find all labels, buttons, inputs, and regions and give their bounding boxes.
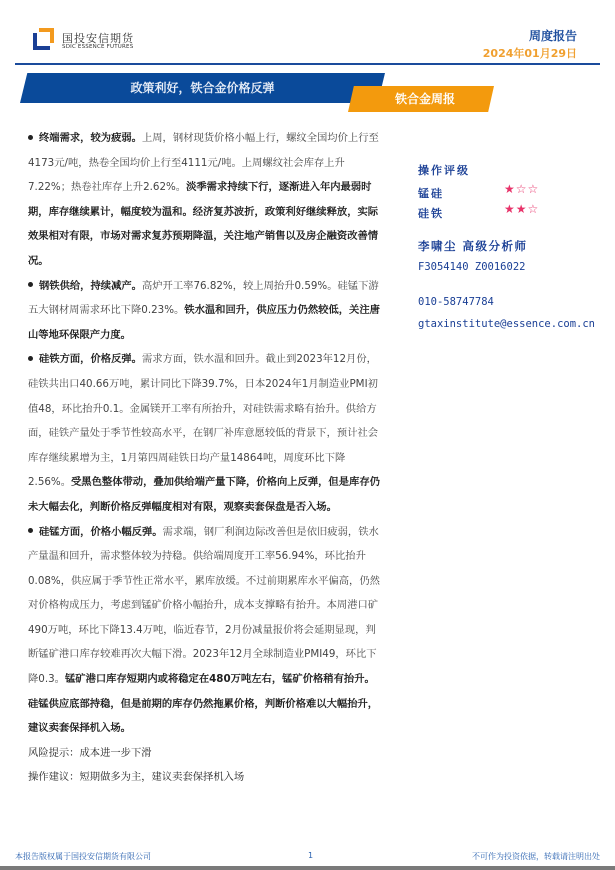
report-body [28, 126, 381, 790]
bullet-icon [28, 282, 33, 287]
header-divider [15, 63, 600, 65]
report-series-tag: 铁合金周报 [394, 92, 455, 106]
rating-row-ferrosilicon [418, 202, 608, 222]
bullet-icon [28, 528, 33, 533]
section-emphasis: 淡季需求持续下行，逐渐进入年内最弱时期，库存继续累计，幅度较为温和。经济复苏波折，政策利好继续释放，实际效果相对有限，市场对需求复苏预期降温，关注地产销售以及房企融资改善情况。 [28, 181, 379, 267]
report-header [0, 0, 615, 62]
trade-advice: 操作建议：短期做多为主，建议卖套保择机入场 [28, 771, 245, 784]
section-emphasis: 受黑色整体带动，叠加供给端产量下降，价格向上反弹，但是库存仍未大幅去化，判断价格反弹幅度相对有限，观察卖套保盘是否入场。 [28, 476, 380, 513]
section-body: 高炉开工率76.82%，较上周抬升0.59%。硅锰下游五大钢材周需求环比下降0.23%。 [28, 279, 379, 317]
report-title: 政策利好，铁合金价格反弹 [130, 81, 275, 95]
bullet-icon [28, 135, 33, 140]
section-body: 需求方面，铁水温和回升。截止到2023年12月份，硅铁共出口40.66万吨，累计同比下降39.7%，日本2024年1月制造业PMI初值48，环比抬升0.1。金属镁开工率有所抬升，对硅铁需求略有抬升。供给方面，硅铁产量处于季节性较高水平，在钢厂补库意愿较低的背景下，预计社会库存继续累增为主，1月第四周硅铁日均产量14864吨，周度环比下降2.56%。 [28, 353, 379, 489]
section-demand [28, 126, 381, 274]
star-rating-icon: ★★☆ [504, 202, 540, 216]
section-silicomanganese [28, 520, 381, 741]
section-lead: 硅锰方面，价格小幅反弹。 [39, 525, 163, 538]
analyst-name: 李啸尘 高级分析师 [418, 239, 528, 253]
section-body: 上周，钢材现货价格小幅上行，螺纹全国均价上行至4173元/吨，热卷全国均价上行至4111元/吨。上周螺纹社会库存上升7.22%；热卷社库存上升2.62%。 [28, 132, 379, 194]
rating-title: 操作评级 [418, 164, 470, 177]
rating-row-silicomanganese [418, 182, 608, 202]
analyst-info [418, 238, 528, 273]
risk-note: 风险提示：成本进一步下滑 [28, 746, 152, 759]
section-lead: 钢铁供给，持续减产。 [39, 279, 142, 292]
section-lead: 硅铁方面，价格反弹。 [39, 353, 142, 366]
footer-divider [0, 866, 615, 870]
section-ferrosilicon [28, 347, 381, 519]
rating-name: 锰硅 [418, 187, 444, 200]
phone-number: 010-58747784 [418, 296, 494, 308]
rating-name: 硅铁 [418, 207, 444, 220]
contact-info [418, 296, 595, 340]
disclaimer: 不可作为投资依据，转载请注明出处 [472, 852, 600, 861]
email-link[interactable]: gtaxinstitute@essence.com.cn [418, 318, 596, 330]
copyright-notice: 本报告版权属于国投安信期货有限公司 [15, 852, 151, 861]
section-emphasis: 锰矿港口库存短期内或将稳定在480万吨左右，锰矿价格稍有抬升。硅锰供应底部持稳，但是前期的库存仍然拖累价格，判断价格难以大幅抬升，建议卖套保择机入场。 [28, 673, 379, 735]
section-body: 需求端，钢厂利润边际改善但是依旧疲弱，铁水产量温和回升，需求整体较为持稳。供给端周度开工率56.94%，环比抬升0.08%，供应属于季节性正常水平，累库放缓。不过前期累库水平偏高，仍然对价格构成压力，考虑到锰矿价格小幅抬升，成本支撑略有抬升。本周港口矿490万吨，环比下降13.4万吨，临近春节，2月份减量报价将会延期显现，判断锰矿港口库存较难再次大幅下滑。2023年12月全球制造业PMI49，环比下降0.3。 [28, 525, 380, 686]
section-emphasis: 铁水温和回升，供应压力仍然较低，关注唐山等地环保限产力度。 [28, 304, 380, 341]
page-number: 1 [308, 851, 314, 860]
section-lead: 终端需求，较为疲弱。 [39, 132, 142, 144]
brand-name-en: SDIC ESSENCE FUTURES [62, 44, 134, 50]
brand-name-cn: 国投安信期货 [62, 32, 134, 45]
star-rating-icon: ★☆☆ [504, 182, 540, 196]
report-type: 周度报告 [528, 29, 577, 43]
company-logo-icon [33, 28, 55, 50]
analyst-license-ids: F3054140 Z0016022 [418, 261, 526, 273]
report-date: 2024年01月29日 [482, 47, 577, 60]
rating-panel [418, 162, 608, 222]
bullet-icon [28, 356, 33, 361]
section-supply [28, 274, 381, 348]
summary [28, 741, 381, 790]
